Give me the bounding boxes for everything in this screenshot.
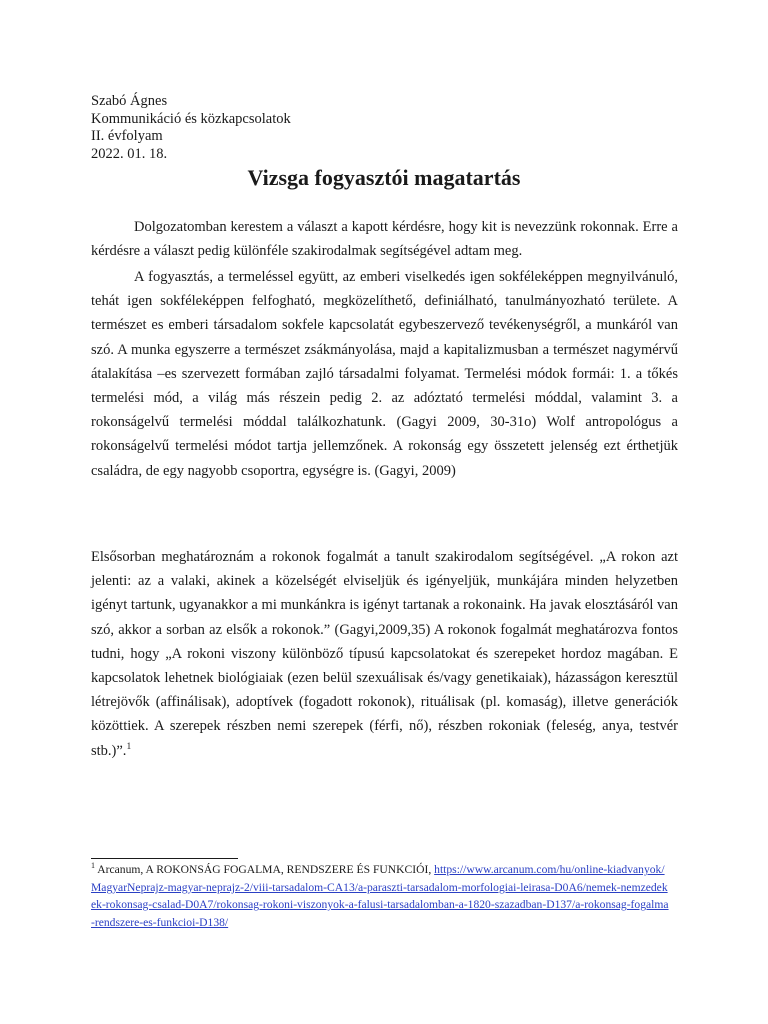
document-date: 2022. 01. 18. [91,145,168,162]
paragraph-kinship [91,545,678,763]
department: Kommunikáció és közkapcsolatok [91,110,291,127]
footnote-reference[interactable]: 1 [126,741,132,752]
paragraph-consumption: A fogyasztás, a termeléssel együtt, az emberi viselkedés igen sokféleképpen megnyilvánuló, tehát igen sokféleképpen felfogható, megközelíthető, definiálható, tanulmányozható területe. A természet es emberi társadalom sokfele kapcsolatát egybeszervező tevékenységről, a munkáról van szó. A munka egyszerre a természet zsákmányolása, majd a kapitalizmusban a természet nagymérvű átalakítása –es szervezett formában zajló társadalmi folyamat. Termelési módok formái: 1. a tőkés termelési mód, a világ más részein pedig 2. az adóztató termelési móddal, valamint 3. a rokonságelvű termelési móddal találkozhatunk. (Gagyi 2009, 30-31o) Wolf antropológus a rokonságelvű termelési módot tartja jellemzőnek. A rokonság egy összetett jelenség ezt érthetjük családra, de egy nagyobb csoportra, egységre is. (Gagyi, 2009) [91,269,678,479]
paragraph-kinship-text: Elsősorban meghatároznám a rokonok fogalmát a tanult szakirodalom segítségével. „A rokon azt jelenti: az a valaki, akinek a közelségét elviseljük és igényeljük, munkájára minden helyzetben igényt tartunk, ugyanakkor a mi munkánkra is igényt tartanak a rokonaink. Ha javak elosztásáról van szó, akkor a sorban az elsők a rokonok.” (Gagyi,2009,35) A rokonok fogalmát meghatározva fontos tudni, hogy „A rokoni viszony különböző típusú kapcsolatokat és szerepeket hordoz magában. E kapcsolatok lehetnek biológiaiak (ezen belül szexuálisak és/vagy genetikaiak), házasságon keresztül létrejövők (affinálisak), adoptívek (fogadott rokonok), rituálisak (pl. komaság), illetve generációk közöttiek. A szerepek részben nemi szerepek (férfi, nő), részben rokoniak (feleség, anya, testvér stb.)”. [91,549,678,759]
footnote-link[interactable]: https://www.arcanum.com/hu/online-kiadvanyok/MagyarNeprajz-magyar-neprajz-2/viii-tarsadalom-CA13/a-paraszti-tarsadalom-morfologiai-leirasa-D0A6/nemek-nemzedekek-rokonsag-csalad-D0A7/rokonsag-rokoni-viszonyok-a-falusi-tarsadalomban-a-1820-szazadban-D137/a-rokonsag-fogalma-rendszere-es-funkcioi-D138/ [91,863,669,929]
author-name: Szabó Ágnes [91,93,168,109]
study-year: II. évfolyam [91,128,163,144]
document-title: Vizsga fogyasztói magatartás [247,165,521,190]
document-header [91,93,291,163]
footnote [91,861,669,931]
paragraph-intro: Dolgozatomban kerestem a választ a kapott kérdésre, hogy kit is nevezzünk rokonnak. Erre a kérdésre a választ pedig különféle szakirodalmak segítségével adtam meg. [91,219,678,260]
footnote-separator [91,858,238,859]
footnote-text: Arcanum, A ROKONSÁG FOGALMA, RENDSZERE ÉS FUNKCIÓI, [97,863,435,876]
footnote-mark: 1 [91,861,95,871]
